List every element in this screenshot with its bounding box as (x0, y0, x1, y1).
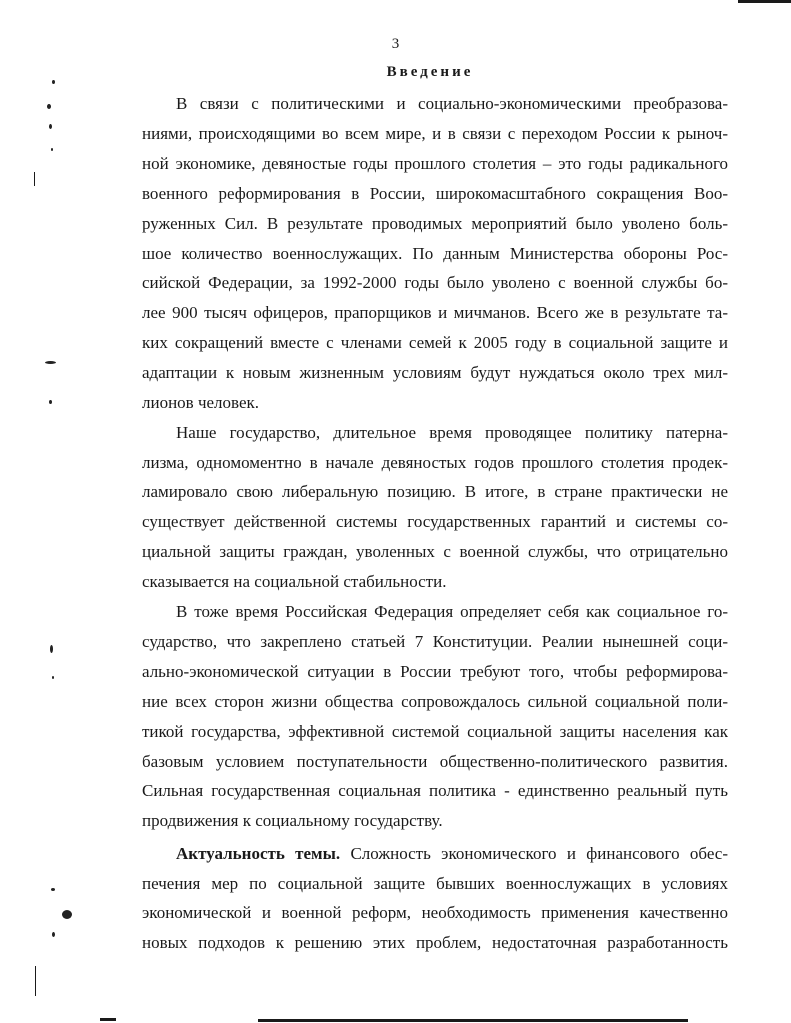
section-heading: Введение (386, 64, 474, 80)
scan-speck (52, 932, 55, 937)
text-line: тикой государства, эффективной системой социальной защиты населения как (142, 722, 728, 741)
scan-speck (49, 124, 52, 129)
text-line: ние всех сторон жизни общества сопровождалось сильной социальной поли- (142, 692, 728, 711)
text-line (142, 843, 728, 865)
text-line: шое количество военнослужащих. По данным Министерства обороны Рос- (142, 244, 728, 263)
scan-speck (50, 645, 53, 653)
text-line: существует действенной системы государственных гарантий и системы со- (142, 512, 728, 531)
text-line-rest: Сложность экономического и финансового обес- (340, 844, 728, 863)
scan-speck (47, 104, 51, 109)
bold-lead-in: Актуальность темы. (176, 844, 341, 863)
scan-edge-line (258, 1019, 688, 1022)
scan-speck (62, 910, 72, 919)
scan-speck (51, 148, 53, 151)
text-line: циальной защиты граждан, уволенных с военной службы, что отрицательно (142, 542, 728, 561)
text-line: сударство, что закреплено статьей 7 Конституции. Реалии нынешней соци- (142, 632, 728, 651)
scan-edge-line (35, 966, 36, 996)
scan-speck (45, 361, 56, 364)
text-line: лионов человек. (142, 393, 260, 412)
text-line: адаптации к новым жизненным условиям будут нуждаться около трех мил- (142, 363, 728, 382)
text-line: сказывается на социальной стабильности. (142, 572, 447, 591)
text-line: Наше государство, длительное время проводящее политику патерна- (176, 423, 728, 442)
text-line: ниями, происходящими во всем мире, и в связи с переходом России к рыноч- (142, 124, 728, 143)
page-number: 3 (391, 36, 400, 52)
scan-speck (51, 888, 55, 891)
text-line: лизма, одномоментно в начале девяностых годов прошлого столетия продек- (142, 453, 728, 472)
scan-speck (52, 80, 55, 84)
text-line: сийской Федерации, за 1992-2000 годы было уволено с военной службы бо- (142, 273, 728, 292)
text-line: продвижения к социальному государству. (142, 811, 443, 830)
text-line: ких сокращений вместе с членами семей к 2005 году в социальной защите и (142, 333, 728, 352)
text-line: печения мер по социальной защите бывших военнослужащих в условиях (142, 874, 728, 893)
text-line: руженных Сил. В результате проводимых мероприятий было уволено боль- (142, 214, 728, 233)
text-line: ламировало свою либеральную позицию. В итоге, в стране практически не (142, 482, 728, 501)
text-line: Сильная государственная социальная политика - единственно реальный путь (142, 781, 728, 800)
text-line: военного реформирования в России, широкомасштабного сокращения Воо- (142, 184, 728, 203)
scan-edge-line (100, 1018, 116, 1021)
text-line: ально-экономической ситуации в России требуют того, чтобы реформирова- (142, 662, 728, 681)
text-line: экономической и военной реформ, необходимость применения качественно (142, 903, 728, 922)
text-line: базовым условием поступательности общественно-политического развития. (142, 752, 728, 771)
text-line: В связи с политическими и социально-экономическими преобразова- (176, 94, 728, 113)
text-line: В тоже время Российская Федерация определяет себя как социальное го- (176, 602, 728, 621)
text-line: новых подходов к решению этих проблем, недостаточная разработанность (142, 933, 728, 952)
scan-edge-line (738, 0, 791, 3)
scan-speck (49, 400, 52, 404)
scan-speck (52, 676, 54, 679)
scan-edge-line (34, 172, 35, 186)
text-line: ной экономике, девяностые годы прошлого столетия – это годы радикального (142, 154, 728, 173)
text-line: лее 900 тысяч офицеров, прапорщиков и мичманов. Всего же в результате та- (142, 303, 728, 322)
